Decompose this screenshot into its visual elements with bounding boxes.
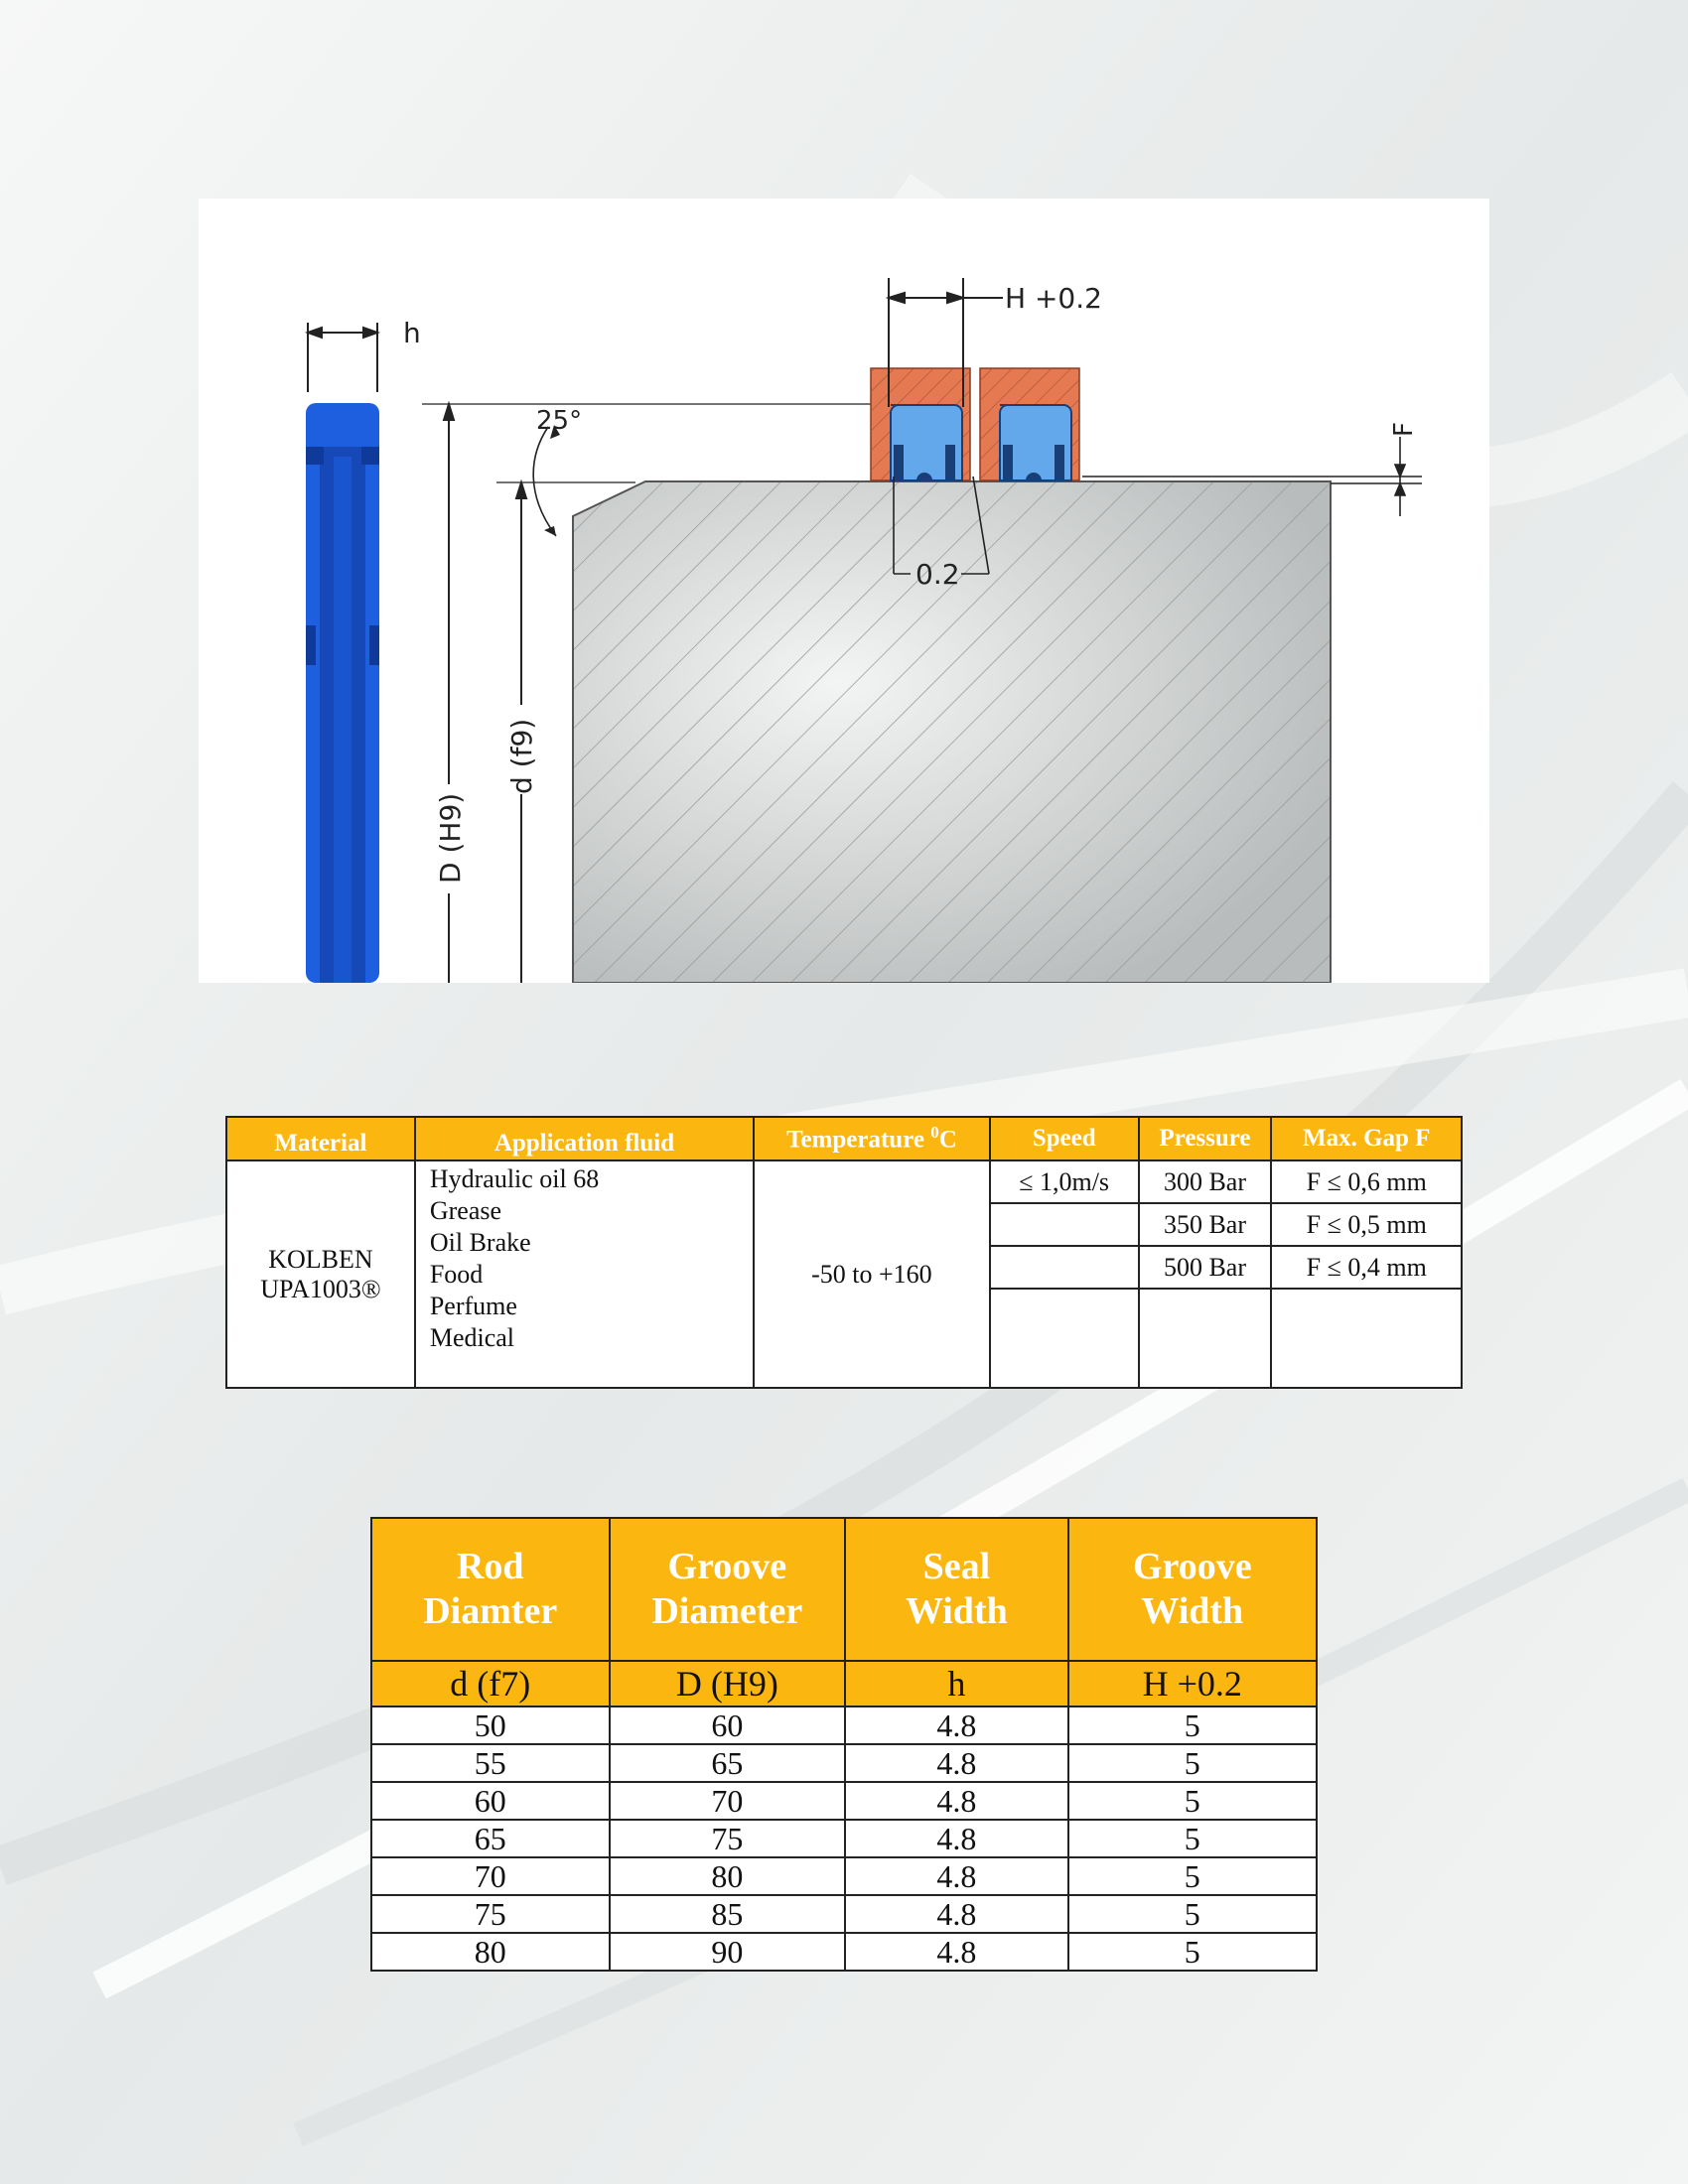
table-row: 80 90 4.8 5	[371, 1933, 1317, 1971]
fluid-list: Hydraulic oil 68 Grease Oil Brake Food Perfume Medical	[415, 1160, 754, 1388]
header-speed: Speed	[990, 1117, 1139, 1160]
gap-cell: F ≤ 0,6 mm	[1271, 1160, 1462, 1203]
spec-row	[226, 1160, 1462, 1203]
angle-label: 25°	[536, 406, 583, 436]
rod-section	[573, 481, 1331, 983]
speed-cell	[990, 1246, 1139, 1289]
header-rod-diameter: Rod Diamter	[371, 1518, 610, 1661]
pressure-cell: 300 Bar	[1139, 1160, 1272, 1203]
table-row: 55 65 4.8 5	[371, 1744, 1317, 1782]
header-max-gap: Max. Gap F	[1271, 1117, 1462, 1160]
H-label: H +0.2	[1005, 282, 1102, 315]
h-dimension	[308, 323, 377, 392]
table-row: 50 60 4.8 5	[371, 1706, 1317, 1744]
h-label: h	[403, 317, 421, 349]
header-groove-width: Groove Width	[1068, 1518, 1317, 1661]
D-label: D (H9)	[434, 792, 467, 884]
size-table	[370, 1517, 1318, 1972]
pressure-cell: 500 Bar	[1139, 1246, 1272, 1289]
gap-cell: F ≤ 0,4 mm	[1271, 1246, 1462, 1289]
subheader-h: h	[845, 1661, 1067, 1706]
table-row: 75 85 4.8 5	[371, 1895, 1317, 1933]
spec-header-row	[226, 1117, 1462, 1160]
pressure-cell: 350 Bar	[1139, 1203, 1272, 1246]
gap-label: 0.2	[915, 558, 960, 591]
spec-table	[225, 1116, 1463, 1389]
header-seal-width: Seal Width	[845, 1518, 1067, 1661]
subheader-d: d (f7)	[371, 1661, 610, 1706]
table-row: 60 70 4.8 5	[371, 1782, 1317, 1820]
header-temperature: Temperature $^0$C	[754, 1117, 990, 1160]
material-cell: KOLBEN UPA1003®	[226, 1160, 415, 1388]
subheader-D: D (H9)	[610, 1661, 846, 1706]
speed-cell: ≤ 1,0m/s	[990, 1160, 1139, 1203]
seal-side-profile	[306, 403, 379, 983]
F-label: F	[1389, 422, 1419, 437]
header-pressure: Pressure	[1139, 1117, 1272, 1160]
size-header-row	[371, 1518, 1317, 1661]
temperature-cell: -50 to +160	[754, 1160, 990, 1388]
header-application-fluid: Application fluid	[415, 1117, 754, 1160]
subheader-H: H +0.2	[1068, 1661, 1317, 1706]
header-material: Material	[226, 1117, 415, 1160]
seal-drawing	[199, 199, 1489, 983]
size-subheader-row	[371, 1661, 1317, 1706]
speed-cell	[990, 1203, 1139, 1246]
gap-cell: F ≤ 0,5 mm	[1271, 1203, 1462, 1246]
table-row: 70 80 4.8 5	[371, 1857, 1317, 1895]
table-row: 65 75 4.8 5	[371, 1820, 1317, 1857]
header-groove-diameter: Groove Diameter	[610, 1518, 846, 1661]
angle-arc	[533, 427, 556, 536]
d-label: d (f9)	[505, 718, 538, 794]
